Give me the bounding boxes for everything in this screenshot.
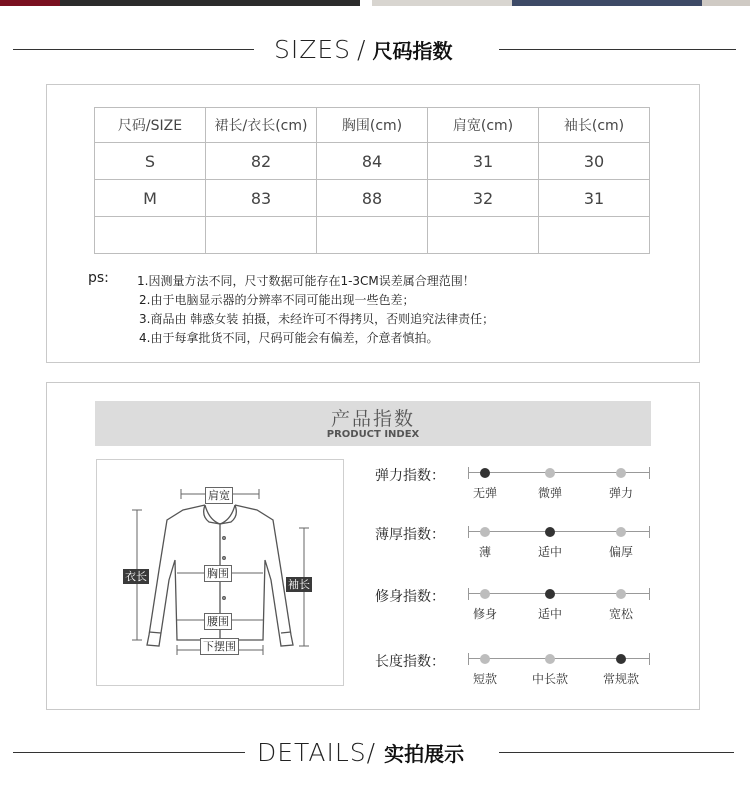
index-dot (616, 589, 626, 599)
table-cell: 32 (428, 180, 539, 217)
index-label: 弹力指数： (375, 468, 445, 484)
index-scale (468, 588, 650, 600)
table-row (95, 217, 650, 254)
index-option-label: 适中 (537, 607, 562, 621)
table-row (95, 180, 650, 217)
table-cell (428, 217, 539, 254)
index-option-label: 偏厚 (608, 545, 633, 559)
sizes-title-zh: 尺码指数 (372, 39, 453, 63)
index-option-label: 微弹 (537, 486, 562, 500)
index-option-label: 修身 (472, 607, 497, 621)
index-dot (480, 589, 490, 599)
index-dot (545, 654, 555, 664)
sizes-section-title: SIZES / 尺码指数 (0, 30, 750, 70)
index-option-label: 宽松 (608, 607, 633, 621)
table-header-cell: 袖长(cm) (539, 108, 650, 143)
table-header-row (95, 108, 650, 143)
notes-ps-label: ps: (88, 270, 109, 286)
product-index-header (95, 401, 651, 446)
index-label: 修身指数： (375, 589, 445, 605)
table-cell: M (95, 180, 206, 217)
index-scale (468, 526, 650, 538)
table-cell: 31 (539, 180, 650, 217)
garment-measure-diagram (96, 459, 344, 686)
index-option-label: 无弹 (472, 486, 497, 500)
note-line: 2.由于电脑显示器的分辨率不同可能出现一些色差； (139, 293, 415, 307)
index-dot-selected (545, 589, 555, 599)
table-row (95, 143, 650, 180)
details-section-title: DETAILS/ 实拍展示 (0, 733, 750, 773)
table-cell: S (95, 143, 206, 180)
table-cell: 88 (317, 180, 428, 217)
table-cell: 31 (428, 143, 539, 180)
table-header-cell: 尺码/SIZE (95, 108, 206, 143)
index-scale (468, 467, 650, 479)
note-line: 4.由于每拿批货不同，尺码可能会有偏差，介意者慎拍。 (139, 331, 439, 345)
hem-label: 下摆围 (200, 638, 239, 655)
details-title-zh: 实拍展示 (384, 742, 465, 766)
index-dot (480, 654, 490, 664)
table-header-cell: 裙长/衣长(cm) (206, 108, 317, 143)
table-cell (206, 217, 317, 254)
table-header-cell: 胸围(cm) (317, 108, 428, 143)
table-cell (539, 217, 650, 254)
index-option-label: 适中 (537, 545, 562, 559)
table-cell: 82 (206, 143, 317, 180)
index-dot (545, 468, 555, 478)
table-cell: 84 (317, 143, 428, 180)
index-dot (480, 527, 490, 537)
shoulder-label: 肩宽 (205, 487, 233, 504)
index-dot (616, 468, 626, 478)
product-index-title-en: PRODUCT INDEX (326, 429, 420, 440)
index-dot (616, 527, 626, 537)
index-scale (468, 653, 650, 665)
note-line: 1.因测量方法不同，尺寸数据可能存在1-3CM误差属合理范围！ (137, 274, 475, 288)
index-dot-selected (480, 468, 490, 478)
table-cell (317, 217, 428, 254)
sleeve-label: 袖长 (288, 578, 310, 591)
index-option-label: 短款 (472, 672, 497, 686)
length-label: 衣长 (125, 570, 147, 583)
sizes-title-en: SIZES (274, 35, 352, 64)
details-title-en: DETAILS (257, 738, 367, 767)
product-index-title-zh: 产品指数 (330, 408, 415, 430)
index-dot-selected (545, 527, 555, 537)
top-photo-strip (0, 0, 750, 6)
note-line: 3.商品由 韩惑女装 拍摄，未经许可不得拷贝，否则追究法律责任； (139, 312, 495, 326)
chest-label: 胸围 (204, 565, 232, 582)
index-option-label: 薄 (478, 545, 491, 559)
index-label: 薄厚指数： (375, 527, 445, 543)
table-cell: 83 (206, 180, 317, 217)
size-table (94, 107, 650, 254)
table-cell: 30 (539, 143, 650, 180)
index-label: 长度指数： (375, 654, 445, 670)
table-header-cell: 肩宽(cm) (428, 108, 539, 143)
waist-label: 腰围 (204, 613, 232, 630)
index-option-label: 常规款 (602, 672, 639, 686)
index-dot-selected (616, 654, 626, 664)
table-cell (95, 217, 206, 254)
index-option-label: 弹力 (608, 486, 633, 500)
index-option-label: 中长款 (531, 672, 568, 686)
